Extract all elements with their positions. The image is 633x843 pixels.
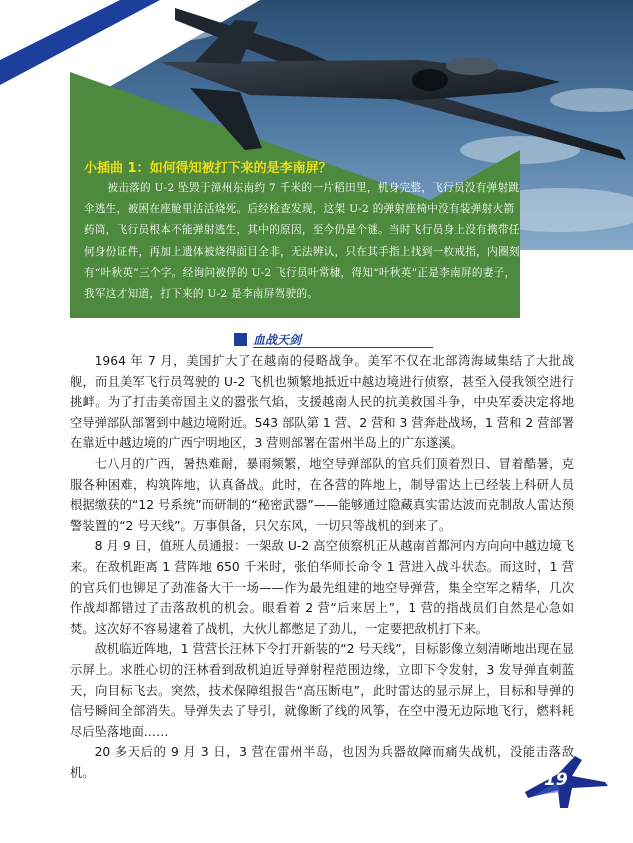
inset-body [84, 178, 524, 305]
section-heading-text: 血战天剑 [253, 332, 302, 347]
article-body [70, 351, 574, 783]
page-margin [0, 72, 70, 320]
heading-square-icon [234, 333, 247, 346]
article-paragraph: 敌机临近阵地，1 营营长汪林下令打开新装的“2 号天线”，目标影像立刻清晰地出现在显示屏上。求胜心切的汪林看到敌机迫近导弹射程范围边缘，立即下令发射，3 发导弹直刺蓝天，向目标飞去。突然，技术保障组报告“高压断电”，此时雷达的显示屏上，目标和导弹的信号瞬间全部消失。导弹失去了导引，就像断了线的风筝，在空中漫无边际地飞行，燃料耗尽后坠落地面…… [70, 642, 574, 739]
inset-paragraph: 被击落的 U-2 坠毁于漳州东南约 7 千米的一片稻田里，机身完整，飞行员没有弹射跳伞逃生，被困在座舱里活活烧死。后经检查发现，这架 U-2 的弹射座椅中没有装弹射火箭药筒，飞行员根本不能弹射逃生，其中的原因，至今仍是个谜。当时飞行员身上没有携带任何身份证件，再加上遗体被烧得面目全非，无法辨认，只在其手指上找到一枚戒指，内圈刻有“叶秋英”三个字。经询问被俘的 U-2 飞行员叶常棣，得知“叶秋英”正是李南屏的妻子，我军这才知道，打下来的 U-2 是李南屏驾驶的。 [84, 182, 520, 301]
inset-title: 小插曲 1：如何得知被打下来的是李南屏？ [84, 161, 332, 176]
section-heading [234, 331, 301, 347]
article-paragraph: 1964 年 7 月，美国扩大了在越南的侵略战争。美军不仅在北部湾海域集结了大批战舰，而且美军飞行员驾驶的 U-2 飞机也频繁地抵近中越边境进行侦察，甚至入侵我领空进行挑衅。为了打击美帝国主义的嚣张气焰，支援越南人民的抗美救国斗争，中央军委决定将地空导弹部队部署到中越边境附近。543 部队第 1 营、2 营和 3 营奔赴战场，1 营和 2 营部署在靠近中越边境的广西宁明地区，3 营则部署在雷州半岛上的广东遂溪。 [70, 354, 574, 451]
article-paragraph: 8 月 9 日，值班人员通报：一架敌 U-2 高空侦察机正从越南首都河内方向向中越边境飞来。在敌机距离 1 营阵地 650 千米时，张伯华师长命令 1 营进入战斗状态。而这时，1 营的官兵们也铆足了劲准备大干一场——作为最先组建的地空导弹营，集全空军之精华，几次作战却都错过了击落敌机的机会。眼看着 2 营“后来居上”，1 营的指战员们自然是心急如焚。这次好不容易逮着了战机，大伙儿都憋足了劲儿，一定要把敌机打下来。 [70, 539, 574, 636]
article-paragraph: 七八月的广西，暑热难耐，暴雨频繁，地空导弹部队的官兵们顶着烈日、冒着酷暑，克服各种困难，构筑阵地，认真备战。此时，在各营的阵地上，制导雷达上已经装上科研人员根据缴获的“12 号系统”而研制的“秘密武器”——能够通过隐藏真实雷达波而克制敌人雷达预警装置的“2 号天线”。万事俱备，只欠东风，一切只等战机的到来了。 [70, 456, 574, 533]
article-paragraph: 20 多天后的 9 月 3 日，3 营在雷州半岛，也因为兵器故障而痛失战机，没能击落敌机。 [70, 745, 574, 780]
page-number: 19 [544, 770, 568, 790]
heading-underline [253, 347, 433, 348]
